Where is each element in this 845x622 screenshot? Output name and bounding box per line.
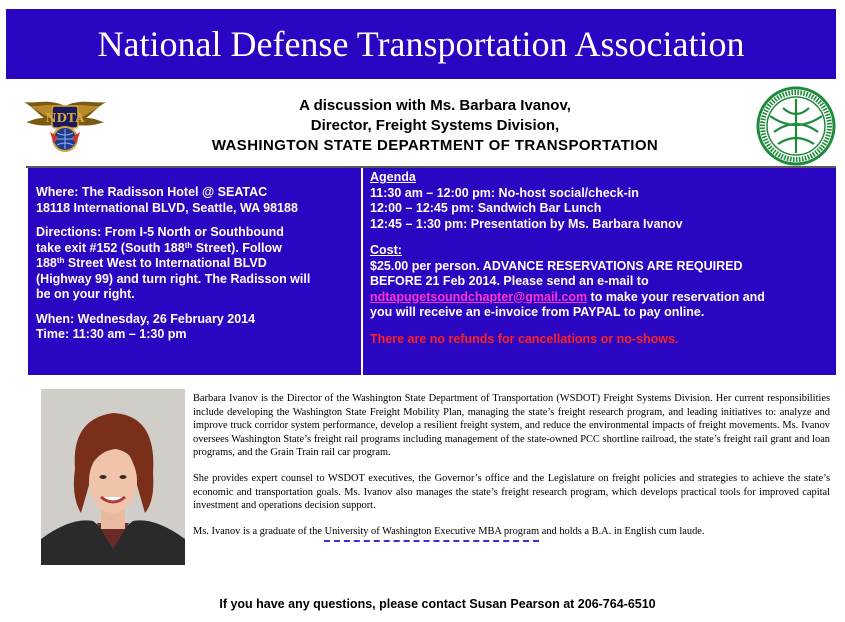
cost-line-2: BEFORE 21 Feb 2014. Please send an e-mail to xyxy=(370,274,649,288)
directions-line-4: (Highway 99) and turn right. The Radisson will xyxy=(36,271,311,286)
agenda-item: 11:30 am – 12:00 pm: No-host social/check-in xyxy=(370,185,639,200)
when-line: When: Wednesday, 26 February 2014 xyxy=(36,311,256,326)
contact-footer: If you have any questions, please contact Susan Pearson at 206-764-6510 xyxy=(219,597,656,611)
cost-heading: Cost: xyxy=(370,243,402,257)
bio-paragraph-1: Barbara Ivanov is the Director of the Washington State Department of Transportation (WSDOT) Freight Systems Division. Her current responsibilities include developing the Washington State Freight Mobility Plan, managing the state’s freight research program, and leading initiatives to: analyze and improve truck corridor system performance, develop a resilient freight system, and reduce the environmental impacts of freight movements. Ms. Ivanov oversees Washington State’s freight rail programs including management of the state-owned PCC shortline railroad, the state’s freight rail grant and loan programs, and the Grain Train rail car program. xyxy=(193,393,830,459)
agenda-item: 12:00 – 12:45 pm: Sandwich Bar Lunch xyxy=(370,201,602,215)
where-line-2: 18118 International BLVD, Seattle, WA 98188 xyxy=(36,200,298,215)
email-link[interactable]: ndtapugetsoundchapter@gmail.com xyxy=(370,289,588,304)
cost-line-3: ndtapugetsoundchapter@gmail.com to make your reservation and xyxy=(370,289,765,304)
headline-line-3: WASHINGTON STATE DEPARTMENT OF TRANSPORTATION xyxy=(211,137,659,154)
banner-title: National Defense Transportation Association xyxy=(6,9,836,79)
speaker-photo xyxy=(41,389,185,565)
ndta-logo xyxy=(24,92,106,156)
directions-line-3: 188th Street West to International BLVD xyxy=(36,256,267,270)
speaker-bio xyxy=(193,392,830,538)
cost-line-4: you will receive an e-invoice from PAYPAL to pay online. xyxy=(370,305,705,319)
agenda-cost-panel xyxy=(363,168,836,375)
svg-text:NDTA: NDTA xyxy=(45,111,85,125)
directions-line-2: take exit #152 (South 188th Street). Follow xyxy=(36,240,282,255)
bio-paragraph-2: She provides expert counsel to WSDOT executives, the Governor’s office and the Legislature on freight policies and strategies to achieve the state’s economic and transportation goals. Ms. Ivanov also manages the state’s freight research program, which develops practical tools for improved capital investment and operations decision support. xyxy=(193,472,830,512)
cost-line-1: $25.00 per person. ADVANCE RESERVATIONS ARE REQUIRED xyxy=(370,258,743,273)
time-line: Time: 11:30 am – 1:30 pm xyxy=(36,327,187,341)
bio-paragraph-3: Ms. Ivanov is a graduate of the University of Washington Executive MBA program and holds a B.A. in English cum laude. xyxy=(193,525,705,537)
spellcheck-underline: University of Washington Executive MBA program xyxy=(324,525,540,537)
wsdot-seal xyxy=(756,86,836,166)
directions-line-1: Directions: From I-5 North or Southbound xyxy=(36,225,284,239)
event-details-panel xyxy=(28,168,361,375)
refund-warning: There are no refunds for cancellations or no-shows. xyxy=(370,331,679,346)
headline-line-1: A discussion with Ms. Barbara Ivanov, xyxy=(299,97,571,114)
where-line-1: Where: The Radisson Hotel @ SEATAC xyxy=(36,185,268,199)
agenda-item: 12:45 – 1:30 pm: Presentation by Ms. Barbara Ivanov xyxy=(370,216,683,231)
agenda-heading: Agenda xyxy=(370,170,416,184)
headline-line-2: Director, Freight Systems Division, xyxy=(310,117,560,134)
directions-line-5: be on your right. xyxy=(36,287,135,301)
headline xyxy=(130,96,740,156)
